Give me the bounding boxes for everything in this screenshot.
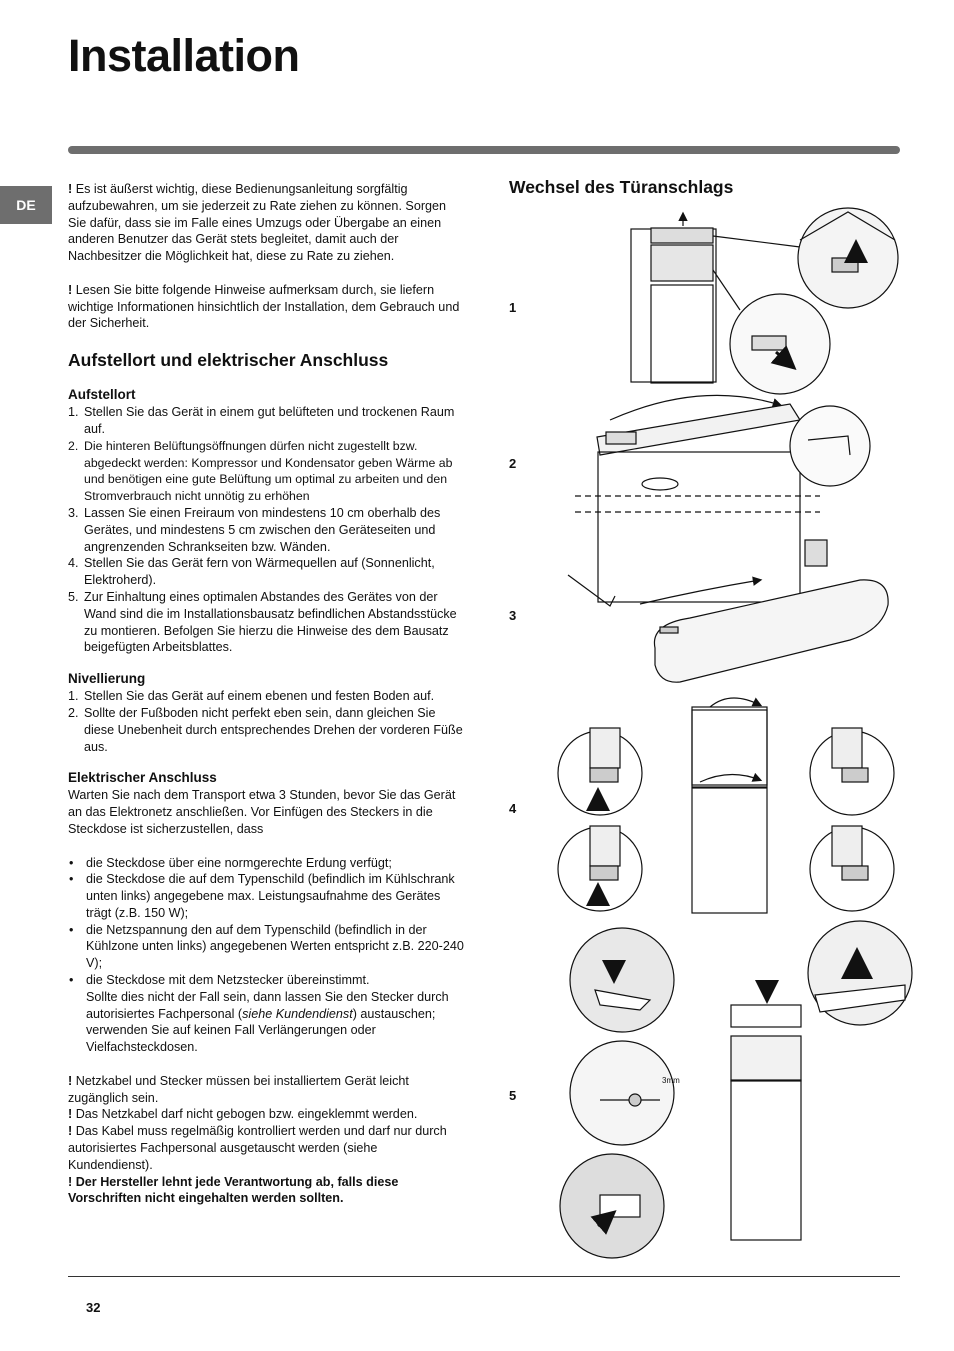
left-column xyxy=(68,181,464,1207)
list-item: 2. Sollte der Fußboden nicht perfekt eben sein, dann gleichen Sie diese Unebenheit durch entsprechendes Drehen der vorderen Füße aus. xyxy=(68,705,463,754)
section-heading-placement: Aufstellort und elektrischer Anschluss xyxy=(68,350,389,371)
step-label-5: 5 xyxy=(509,1088,517,1103)
list-item: • die Steckdose über eine normgerechte Erdung verfügt; xyxy=(68,855,464,872)
list-item: 5. Zur Einhaltung eines optimalen Abstandes des Gerätes von der Wand sind die im Installationsbausatz befindlichen Abstandsstücke zu montieren. Befolgen Sie hierzu die Hinweise des dem Bausatz beigefügten Arbeitsblattes. xyxy=(68,589,457,655)
step-1-illustration xyxy=(631,208,898,394)
language-tab: DE xyxy=(0,186,52,224)
step-label-3: 3 xyxy=(509,608,517,623)
list-item: • die Steckdose mit dem Netzstecker übereinstimmt. Sollte dies nicht der Fall sein, dann lassen Sie den Stecker durch autorisiertes Fachpersonal (siehe Kundendienst) austauschen; verwenden Sie auf keinen Fall Verlängerungen oder Vielfachsteckdosen. xyxy=(68,972,464,1056)
door-reversal-illustration xyxy=(540,200,920,1270)
list-item: 2. Die hinteren Belüftungsöffnungen dürfen nicht zugestellt bzw. abgedeckt werden: Kompressor und Kondensator geben Wärme ab und benötigen eine gute Belüftung um optimal zu arbeiten und den Stromverbrauch nicht unnötig zu erhöhen xyxy=(68,438,453,504)
door-reversal-heading: Wechsel des Türanschlags xyxy=(509,177,734,197)
list-item: 1. Stellen Sie das Gerät in einem gut belüfteten und trockenen Raum auf. xyxy=(68,405,455,436)
intro-paragraph-1: ! Es ist äußerst wichtig, diese Bedienungsanleitung sorgfältig aufzubewahren, um sie jederzeit zu Rate ziehen zu können. Sorgen Sie dafür, dass sie im Falle eines Umzugs oder Übergabe an einen anderen Benutzer das Gerät stets begleitet, damit auch der Nachbesitzer die Möglichkeit hat, diese zu Rate zu ziehen. xyxy=(68,182,447,264)
note-4: ! Der Hersteller lehnt jede Verantwortung ab, falls diese Vorschriften nicht eingehalten werden sollten. xyxy=(68,1174,399,1206)
note-1: ! Netzkabel und Stecker müssen bei installiertem Gerät leicht zugänglich sein. xyxy=(68,1073,409,1105)
subheading-nivellierung: Nivellierung xyxy=(68,671,146,687)
list-item: 1. Stellen Sie das Gerät auf einem ebenen und festen Boden auf. xyxy=(68,689,435,704)
step-label-1: 1 xyxy=(509,300,517,315)
intro-paragraph-2: ! Lesen Sie bitte folgende Hinweise aufmerksam durch, sie liefern wichtige Informationen hinsichtlich der Installation, dem Gebrauch und der Sicherheit. xyxy=(68,282,460,331)
step-label-4: 4 xyxy=(509,801,517,816)
list-item: • die Steckdose die auf dem Typenschild (befindlich im Kühlschrank unten links) angegebene max. Leistungsaufnahme des Gerätes trägt (z.B. 150 W); xyxy=(68,871,464,921)
list-item: • die Netzspannung den auf dem Typenschild (befindlich in der Kühlzone unten links) angegebenen Werten entspricht z.B. 220-240 V); xyxy=(68,922,464,972)
nivellierung-list xyxy=(68,688,464,755)
figure-label-3mm: 3mm xyxy=(662,1076,680,1085)
note-3: ! Das Kabel muss regelmäßig kontrolliert werden und darf nur durch autorisiertes Fachpersonal ausgetauscht werden (siehe Kundendienst). xyxy=(68,1124,447,1172)
footer-rule xyxy=(68,1276,900,1277)
header-rule xyxy=(68,146,900,154)
list-item: 3. Lassen Sie einen Freiraum von mindestens 10 cm oberhalb des Gerätes, und mindestens 5 cm zwischen den Geräteseiten und angrenzenden Schrankseiten bzw. Wänden. xyxy=(68,505,441,554)
electrical-checklist xyxy=(68,855,464,1057)
page-number: 32 xyxy=(86,1300,101,1315)
aufstellort-list xyxy=(68,404,464,656)
step-label-2: 2 xyxy=(509,456,517,471)
step-2-3-illustration xyxy=(568,395,888,682)
step-4-illustration xyxy=(558,698,894,913)
page-title: Installation xyxy=(68,30,300,81)
step-5-illustration xyxy=(560,921,912,1258)
note-2: ! Das Netzkabel darf nicht gebogen bzw. eingeklemmt werden. xyxy=(68,1107,418,1122)
subheading-elektrisch: Elektrischer Anschluss xyxy=(68,770,217,786)
subheading-aufstellort: Aufstellort xyxy=(68,387,136,403)
electrical-intro: Warten Sie nach dem Transport etwa 3 Stunden, bevor Sie das Gerät an das Elektronetz anschließen. Vor Einfügen des Steckers in die Steckdose ist sicherzustellen, dass xyxy=(68,788,456,836)
list-item: 4. Stellen Sie das Gerät fern von Wärmequellen auf (Sonnenlicht, Elektroherd). xyxy=(68,556,435,588)
